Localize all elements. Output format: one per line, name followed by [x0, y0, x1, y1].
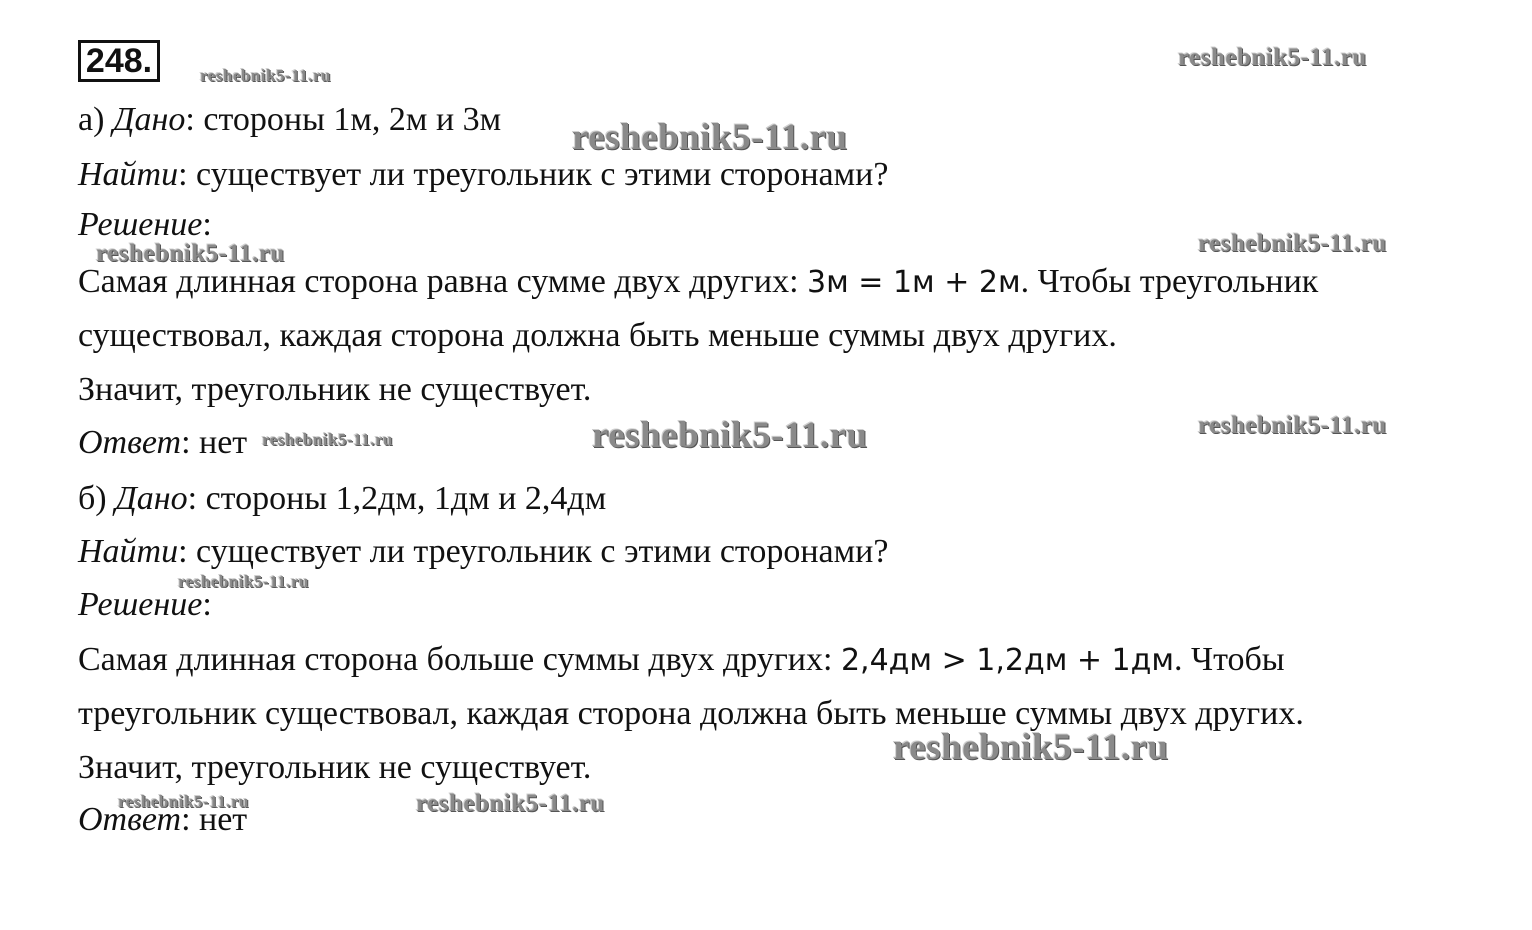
- watermark: reshebnik5-11.ru: [262, 430, 393, 449]
- watermark: reshebnik5-11.ru: [118, 792, 249, 811]
- part-b-solution-line-3: Значит, треугольник не существует.: [78, 749, 592, 786]
- given-label: Дано: [112, 101, 186, 138]
- watermark: reshebnik5-11.ru: [96, 240, 285, 267]
- watermark: reshebnik5-11.ru: [200, 66, 331, 85]
- watermark: reshebnik5-11.ru: [416, 790, 605, 817]
- watermark: reshebnik5-11.ru: [178, 572, 309, 591]
- equation: 2,4дм > 1,2дм + 1дм: [840, 643, 1174, 678]
- watermark: reshebnik5-11.ru: [893, 727, 1169, 768]
- problem-number: 248.: [78, 40, 160, 82]
- part-a-solution-line-3: Значит, треугольник не существует.: [78, 371, 592, 408]
- given-label: Дано: [115, 480, 188, 517]
- watermark: reshebnik5-11.ru: [572, 117, 848, 158]
- part-b-solution-label: Решение:: [78, 586, 212, 623]
- find-label: Найти: [78, 156, 179, 193]
- watermark: reshebnik5-11.ru: [1198, 412, 1387, 439]
- watermark: reshebnik5-11.ru: [592, 415, 868, 456]
- watermark: reshebnik5-11.ru: [1178, 44, 1367, 71]
- part-b-answer: Ответ: нет: [78, 801, 248, 838]
- part-b-solution-line-1: Самая длинная сторона больше суммы двух других: 2,4дм > 1,2дм + 1дм. Чтобы: [78, 641, 1285, 678]
- part-b-given: б) Дано: стороны 1,2дм, 1дм и 2,4дм: [78, 480, 607, 517]
- part-a-given: а) Дано: стороны 1м, 2м и 3м: [78, 101, 502, 138]
- part-b-find: Найти: существует ли треугольник с этими сторонами?: [78, 533, 889, 570]
- watermark: reshebnik5-11.ru: [1198, 230, 1387, 257]
- find-label: Найти: [78, 533, 179, 570]
- part-a-answer: Ответ: нет: [78, 424, 248, 461]
- equation: 3м = 1м + 2м: [807, 265, 1021, 300]
- part-a-solution-line-1: Самая длинная сторона равна сумме двух других: 3м = 1м + 2м. Чтобы треугольник: [78, 263, 1319, 300]
- part-a-solution-line-2: существовал, каждая сторона должна быть меньше суммы двух других.: [78, 317, 1117, 354]
- part-a-solution-label: Решение:: [78, 206, 212, 243]
- part-a-find: Найти: существует ли треугольник с этими сторонами?: [78, 156, 889, 193]
- part-b-solution-line-2: треугольник существовал, каждая сторона должна быть меньше суммы двух других.: [78, 695, 1304, 732]
